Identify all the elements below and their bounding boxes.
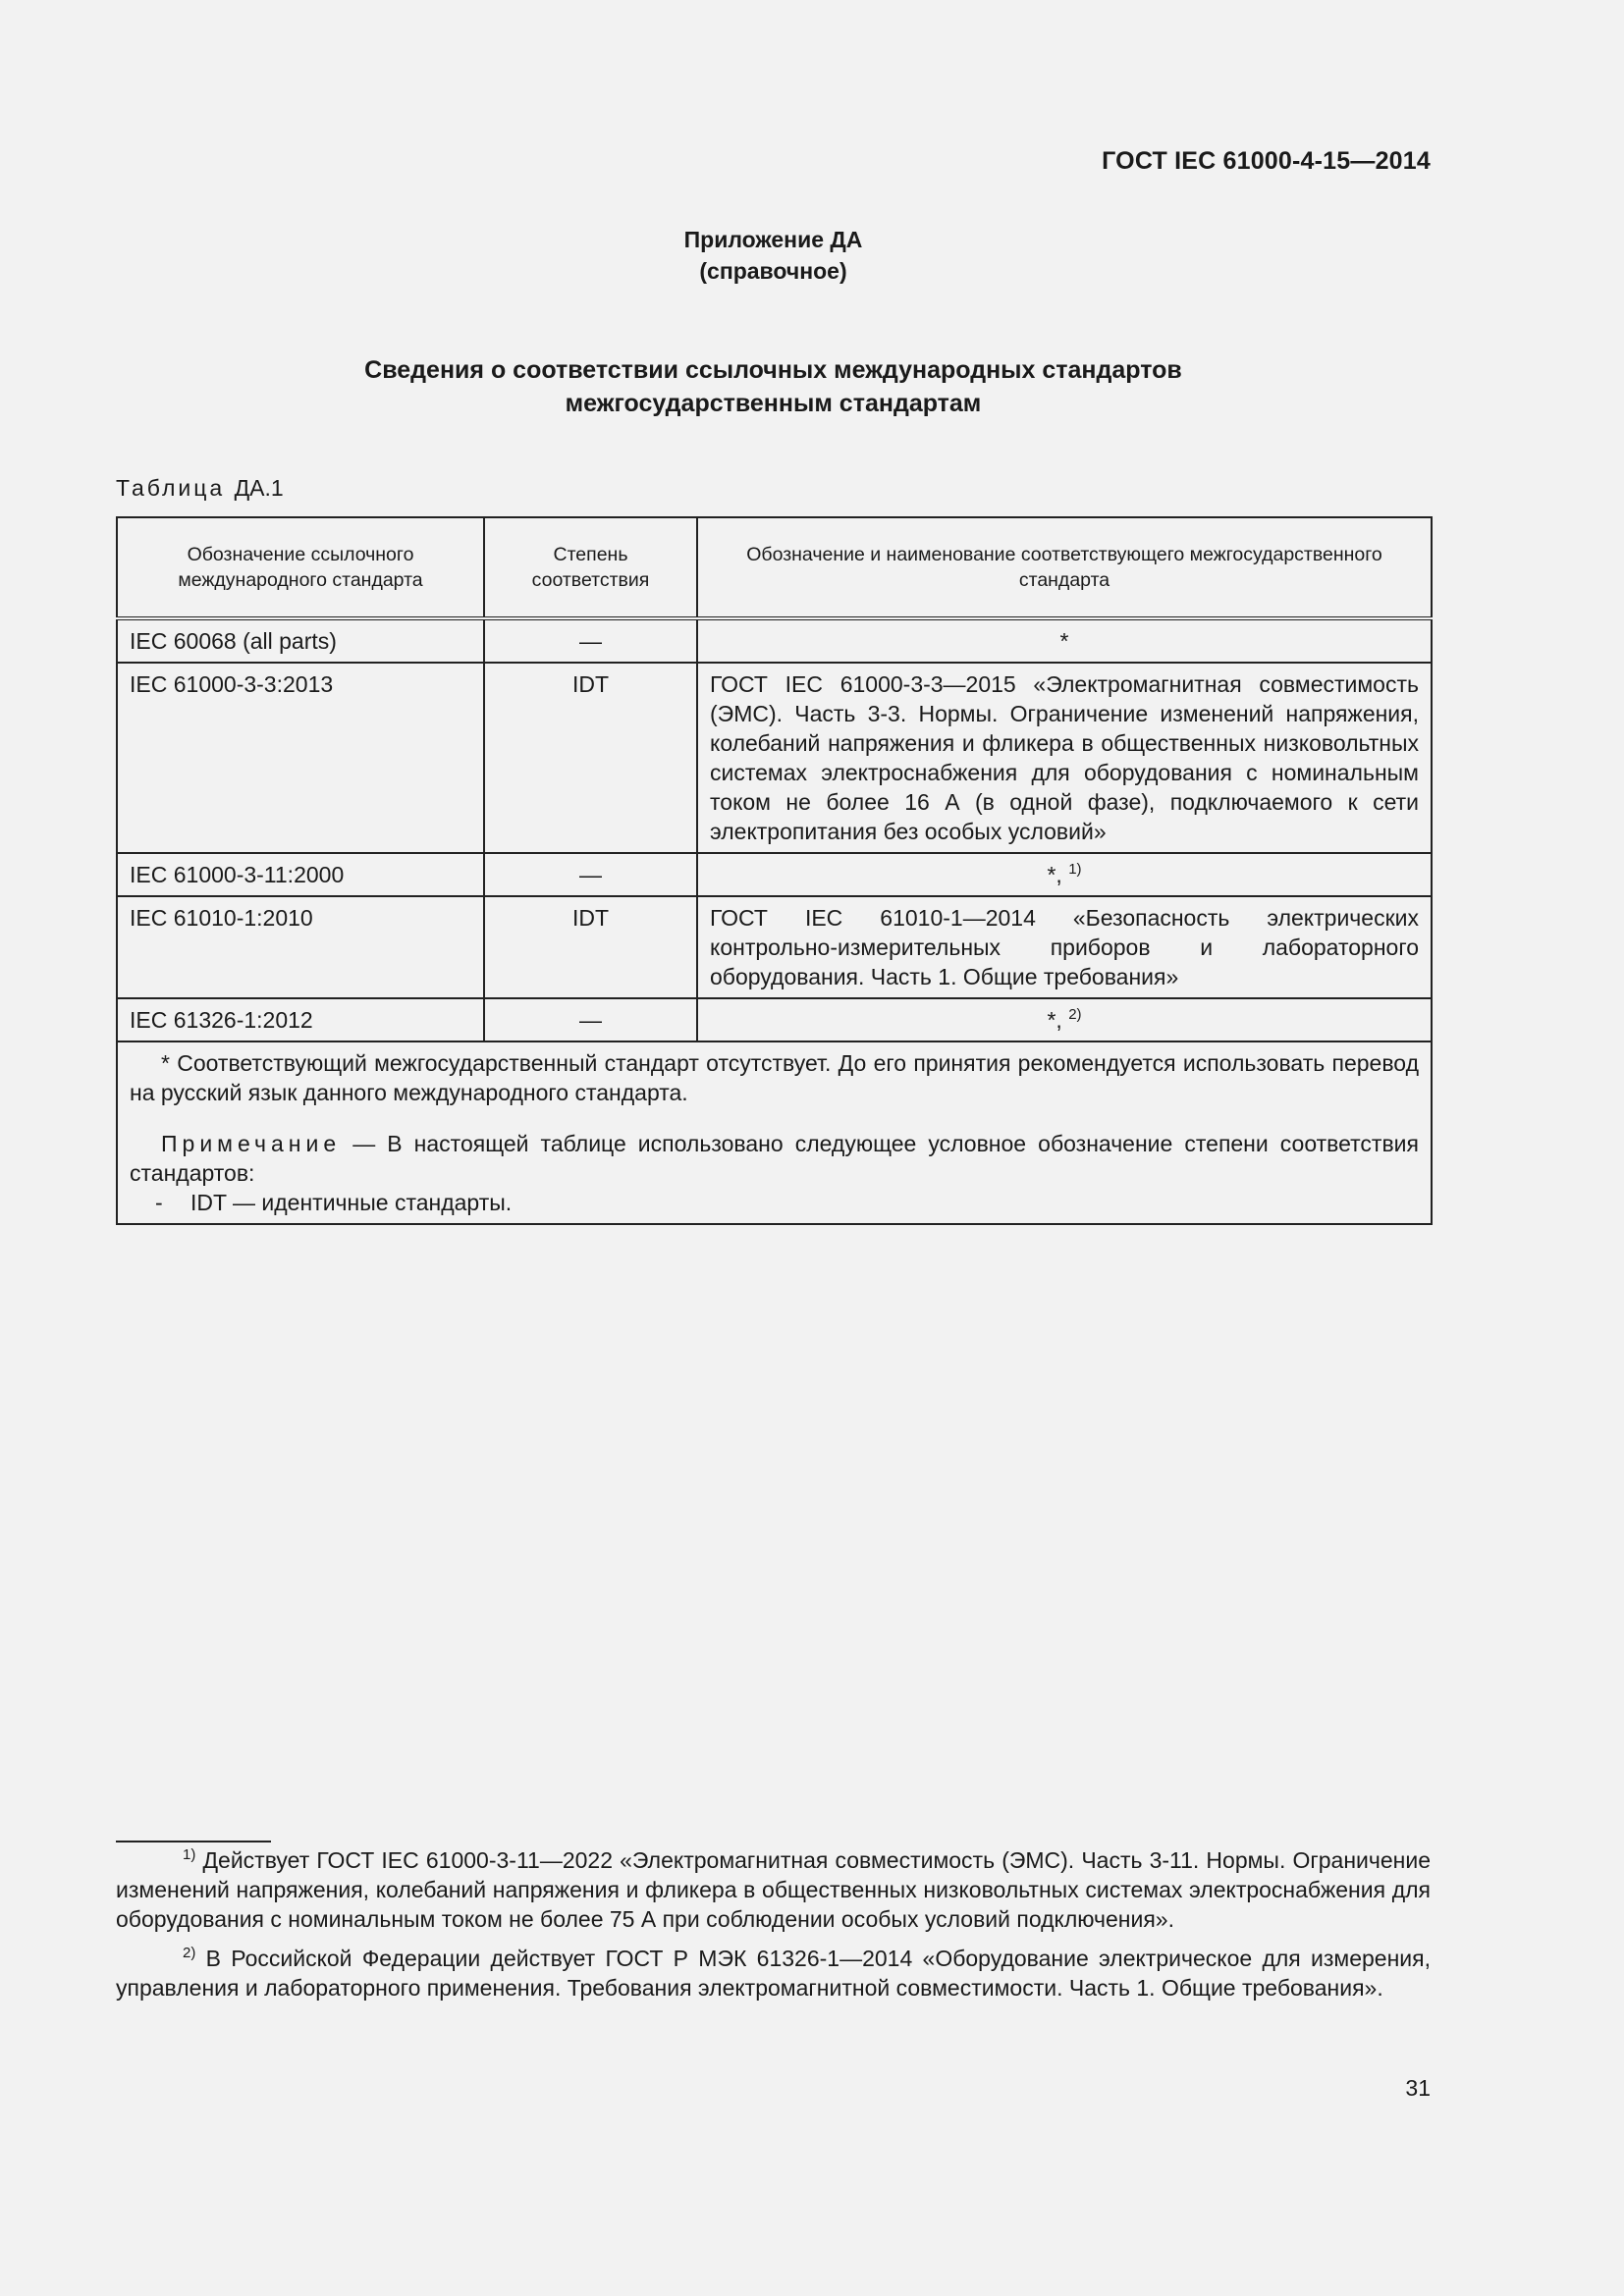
absent-standard-mark: *, bbox=[1047, 862, 1069, 887]
header-reference-standard: Обозначение ссылочного международного стандарта bbox=[117, 517, 484, 618]
page-title-line-1: Сведения о соответствии ссылочных международных стандартов bbox=[364, 356, 1182, 384]
footnote-separator bbox=[116, 1841, 271, 1842]
absent-standard-mark: *, bbox=[1047, 1007, 1069, 1033]
footnote-mark: 1) bbox=[183, 1846, 196, 1863]
degree-cell: IDT bbox=[484, 896, 697, 998]
table-row bbox=[117, 896, 1432, 998]
footnote-ref: 2) bbox=[1068, 1006, 1082, 1023]
reference-cell: IEC 61000-3-3:2013 bbox=[117, 663, 484, 853]
footnote-ref: 1) bbox=[1068, 861, 1082, 878]
national-standard-cell: ГОСТ IEC 61000-3-3—2015 «Электромагнитная совместимость (ЭМС). Часть 3-3. Нормы. Ограничение изменений напряжения, колебаний напряжения и фликера в общественных низковольтных системах электроснабжения для оборудования с номинальным током не более 16 А (в одной фазе), подключаемого к сети электропитания без особых условий» bbox=[697, 663, 1432, 853]
table-row bbox=[117, 618, 1432, 663]
page-number: 31 bbox=[1405, 2075, 1431, 2101]
footnote-text: В Российской Федерации действует ГОСТ Р МЭК 61326-1—2014 «Оборудование электрическое для измерения, управления и лабораторного применения. Требования электромагнитной совместимости. Часть 1. Общие требования». bbox=[116, 1946, 1431, 2001]
footnote bbox=[116, 1845, 1431, 1934]
table-row bbox=[117, 853, 1432, 896]
national-standard-cell: * bbox=[697, 618, 1432, 663]
reference-cell: IEC 60068 (all parts) bbox=[117, 618, 484, 663]
reference-cell: IEC 61326-1:2012 bbox=[117, 998, 484, 1041]
national-standard-cell bbox=[697, 853, 1432, 896]
degree-cell: — bbox=[484, 618, 697, 663]
note-text: — В настоящей таблице использовано следующее условное обозначение степени соответствия стандартов: bbox=[130, 1131, 1419, 1186]
table-caption bbox=[116, 475, 284, 502]
national-standard-cell: ГОСТ IEC 61010-1—2014 «Безопасность электрических контрольно-измерительных приборов и лабораторного оборудования. Часть 1. Общие требования» bbox=[697, 896, 1432, 998]
table-header-row bbox=[117, 517, 1432, 618]
footnote-mark: 2) bbox=[183, 1945, 196, 1961]
table-caption-number: ДА.1 bbox=[234, 475, 284, 501]
page-title bbox=[0, 353, 1546, 420]
annex-kind: (справочное) bbox=[699, 258, 847, 284]
footnotes bbox=[116, 1845, 1431, 2012]
table-note bbox=[130, 1129, 1419, 1188]
degree-cell: — bbox=[484, 853, 697, 896]
document-code: ГОСТ IEC 61000-4-15—2014 bbox=[1102, 147, 1431, 175]
correspondence-table bbox=[116, 516, 1433, 1225]
national-standard-cell bbox=[697, 998, 1432, 1041]
table-footer-row bbox=[117, 1041, 1432, 1224]
note-item-text: IDT — идентичные стандарты. bbox=[190, 1190, 513, 1215]
reference-cell: IEC 61010-1:2010 bbox=[117, 896, 484, 998]
list-dash: - bbox=[155, 1190, 163, 1215]
degree-cell: IDT bbox=[484, 663, 697, 853]
reference-cell: IEC 61000-3-11:2000 bbox=[117, 853, 484, 896]
annex-title: Приложение ДА bbox=[683, 227, 863, 252]
annex-heading bbox=[0, 224, 1546, 287]
footnote-text: Действует ГОСТ IEC 61000-3-11—2022 «Электромагнитная совместимость (ЭМС). Часть 3-11. Нормы. Ограничение изменений напряжения, колебаний напряжения и фликера в общественных низковольтных системах электроснабжения для оборудования с номинальным током не более 75 А при соблюдении особых условий подключения». bbox=[116, 1847, 1431, 1932]
table-notes bbox=[117, 1041, 1432, 1224]
note-label: Примечание bbox=[161, 1131, 342, 1156]
table-row bbox=[117, 663, 1432, 853]
table-row bbox=[117, 998, 1432, 1041]
note-list-item bbox=[130, 1188, 1419, 1217]
footnote bbox=[116, 1944, 1431, 2002]
header-degree: Степень соответствия bbox=[484, 517, 697, 618]
page-title-line-2: межгосударственным стандартам bbox=[565, 390, 982, 417]
absent-standard-note: * Соответствующий межгосударственный стандарт отсутствует. До его принятия рекомендуется использовать перевод на русский язык данного международного стандарта. bbox=[130, 1050, 1419, 1105]
header-national-standard: Обозначение и наименование соответствующего межгосударственного стандарта bbox=[697, 517, 1432, 618]
table-caption-label: Таблица bbox=[116, 475, 226, 501]
degree-cell: — bbox=[484, 998, 697, 1041]
